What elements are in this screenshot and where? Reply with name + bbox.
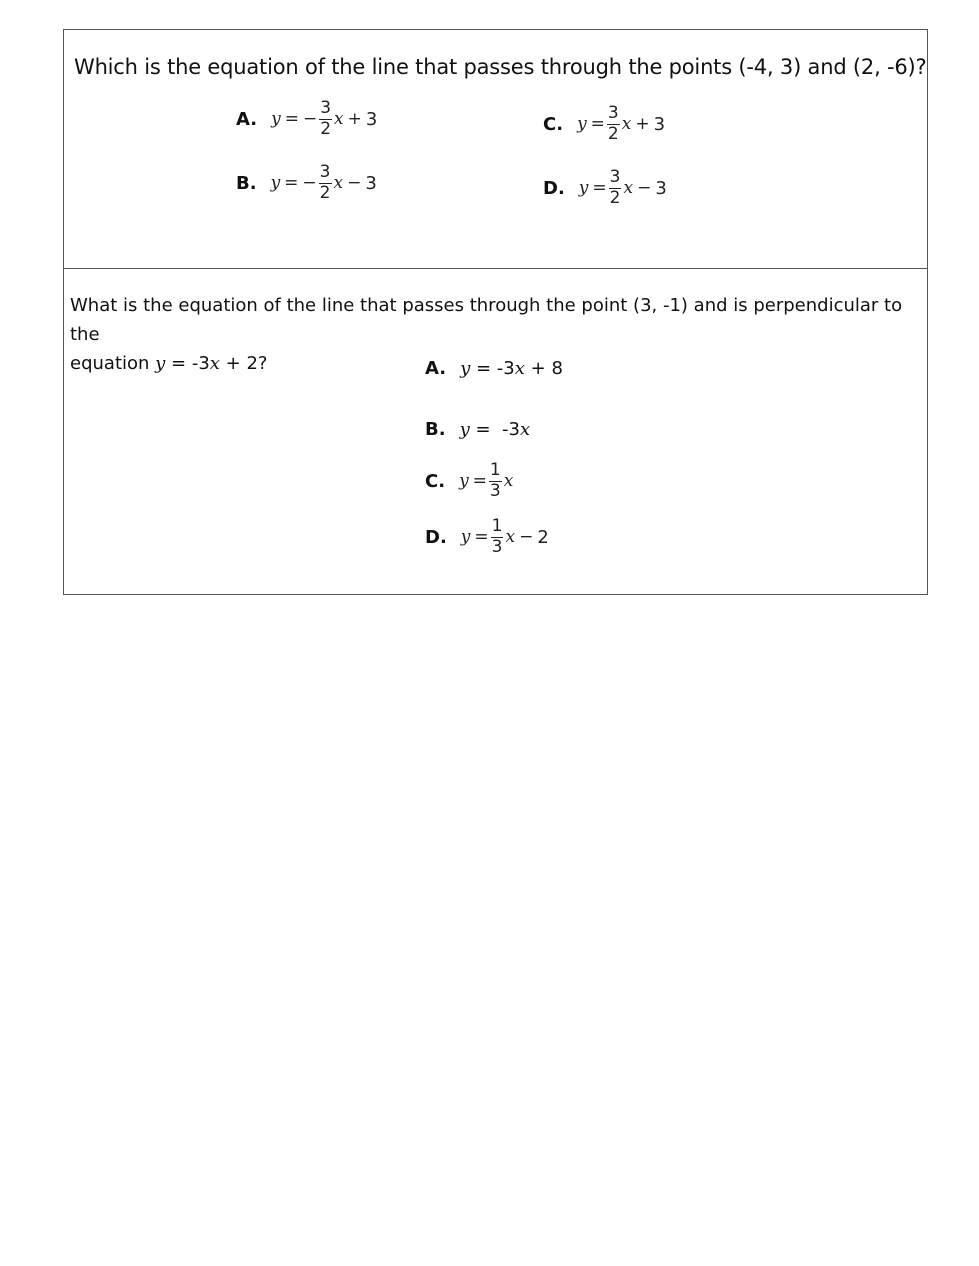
option-letter: C. — [425, 470, 446, 492]
question-2-line-1: What is the equation of the line that passes through the point (3, -1) and is perpendicular to the — [70, 295, 903, 345]
q1-option-a[interactable] — [236, 100, 377, 138]
q1-option-d[interactable] — [543, 169, 667, 207]
question-2-box — [63, 268, 928, 595]
option-letter: A. — [236, 108, 258, 130]
fraction: $\frac{3}{2}$ — [320, 98, 332, 139]
q2-option-d[interactable] — [425, 518, 549, 556]
option-equation: y = − $\frac{3}{2}$ x + 3 — [271, 98, 378, 139]
fraction: $\frac{3}{2}$ — [607, 103, 619, 144]
option-equation: y = -3x — [459, 419, 531, 440]
question-2-line-2: equation y = -3x + 2? — [70, 353, 268, 374]
q2-option-c[interactable] — [425, 462, 513, 500]
fraction: $\frac{1}{3}$ — [489, 460, 501, 501]
option-letter: B. — [425, 419, 446, 440]
option-letter: D. — [543, 177, 565, 199]
option-letter: A. — [425, 358, 447, 379]
option-equation: y = $\frac{1}{3}$ x — [459, 460, 514, 501]
option-equation: y = $\frac{1}{3}$ x − 2 — [460, 516, 549, 557]
option-equation: y = $\frac{3}{2}$ x + 3 — [577, 103, 666, 144]
fraction: $\frac{3}{2}$ — [609, 167, 621, 208]
q2-option-a[interactable] — [425, 358, 563, 379]
q1-option-b[interactable] — [236, 164, 377, 202]
option-letter: D. — [425, 526, 447, 548]
fraction: $\frac{1}{3}$ — [491, 516, 503, 557]
fraction: $\frac{3}{2}$ — [319, 162, 331, 203]
option-equation: y = $\frac{3}{2}$ x − 3 — [578, 167, 667, 208]
q1-option-c[interactable] — [543, 105, 665, 143]
option-letter: C. — [543, 113, 564, 135]
option-equation: y = − $\frac{3}{2}$ x − 3 — [270, 162, 377, 203]
question-1-text: Which is the equation of the line that passes through the points (-4, 3) and (2, -6)? — [74, 55, 927, 79]
option-equation: y = -3x + 8 — [460, 358, 563, 379]
option-letter: B. — [236, 172, 257, 194]
q2-option-b[interactable] — [425, 419, 530, 440]
question-1-box — [63, 29, 928, 269]
